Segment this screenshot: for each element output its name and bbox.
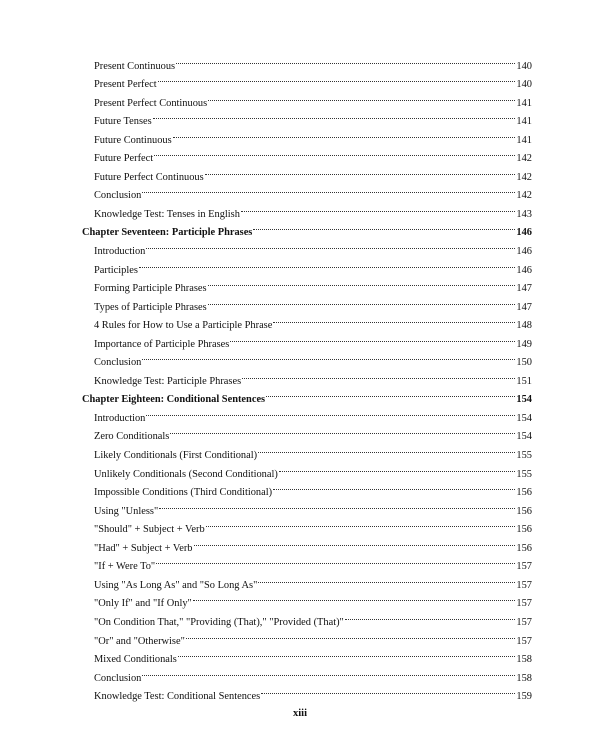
dot-leader <box>208 273 515 292</box>
toc-entry-title: Knowledge Test: Participle Phrases <box>94 375 242 387</box>
page-number: xiii <box>292 708 307 719</box>
toc-entry-page: 159 <box>516 691 532 703</box>
toc-entry-title: "Had" + Subject + Verb <box>94 542 193 554</box>
dot-leader <box>193 588 515 607</box>
toc-entry-title: Likely Conditionals (First Conditional) <box>94 450 258 462</box>
dot-leader <box>146 402 515 421</box>
toc-entry-title: Knowledge Test: Tenses in English <box>94 208 240 220</box>
toc-entry-page: 154 <box>516 431 532 443</box>
dot-leader <box>142 662 515 681</box>
dot-leader <box>153 106 515 125</box>
toc-entry-title: Conclusion <box>94 357 142 369</box>
toc-entry-page: 156 <box>516 487 532 499</box>
dot-leader <box>186 625 515 644</box>
dot-leader <box>173 124 515 143</box>
toc-entry-title: Zero Conditionals <box>94 431 170 443</box>
dot-leader <box>156 551 515 570</box>
toc-entry-page: 157 <box>516 635 532 647</box>
dot-leader <box>194 532 515 551</box>
toc-entry-title: Present Perfect Continuous <box>94 97 208 109</box>
toc-entry-title: Using "Unless" <box>94 505 159 517</box>
dot-leader <box>253 217 515 236</box>
toc-entry-title: Future Perfect Continuous <box>94 171 204 183</box>
toc-entry-page: 148 <box>516 320 532 332</box>
toc-entry-page: 156 <box>516 524 532 536</box>
dot-leader <box>345 606 515 625</box>
toc-entry-page: 150 <box>516 357 532 369</box>
toc-entry <box>82 235 532 258</box>
toc-entry-title: Participles <box>94 264 138 276</box>
dot-leader <box>159 495 515 514</box>
table-of-contents <box>82 50 532 703</box>
toc-entry <box>82 254 532 276</box>
toc-entry-title: "Only If" and "If Only" <box>94 598 192 610</box>
toc-entry-title: Chapter Seventeen: Participle Phrases <box>82 227 253 239</box>
toc-entry-page: 141 <box>516 116 532 128</box>
toc-entry-title: "Or" and "Otherwise" <box>94 635 185 647</box>
toc-entry-page: 154 <box>516 412 532 424</box>
toc-entry-page: 140 <box>516 79 532 91</box>
toc-entry-title: Using "As Long As" and "So Long As" <box>94 579 258 591</box>
toc-entry-page: 140 <box>516 60 532 72</box>
toc-entry-page: 154 <box>516 394 532 406</box>
toc-entry-title: Present Perfect <box>94 79 157 91</box>
toc-entry <box>82 50 532 72</box>
toc-entry <box>82 347 532 369</box>
toc-entry <box>82 662 532 684</box>
toc-entry-title: Future Tenses <box>94 116 152 128</box>
toc-entry-page: 156 <box>516 542 532 554</box>
dot-leader <box>139 254 515 273</box>
dot-leader <box>242 365 515 384</box>
dot-leader <box>241 198 515 217</box>
toc-entry-title: "Should" + Subject + Verb <box>94 524 205 536</box>
toc-entry <box>82 273 532 295</box>
toc-entry-page: 156 <box>516 505 532 517</box>
toc-entry-page: 155 <box>516 450 532 462</box>
toc-entry <box>82 421 532 443</box>
dot-leader <box>273 477 515 496</box>
toc-entry-title: "If + Were To" <box>94 561 156 573</box>
dot-leader <box>230 328 515 347</box>
toc-entry-title: Impossible Conditions (Third Conditional) <box>94 487 273 499</box>
toc-entry-page: 158 <box>516 654 532 666</box>
toc-entry-page: 157 <box>516 561 532 573</box>
toc-entry-page: 147 <box>516 283 532 295</box>
dot-leader <box>266 384 515 403</box>
toc-entry-title: Importance of Participle Phrases <box>94 338 230 350</box>
toc-entry-title: Present Continuous <box>94 60 176 72</box>
dot-leader <box>279 458 515 477</box>
dot-leader <box>273 310 515 329</box>
dot-leader <box>142 347 515 366</box>
toc-entry-page: 142 <box>516 171 532 183</box>
toc-entry <box>82 180 532 202</box>
toc-entry-title: Types of Participle Phrases <box>94 301 207 313</box>
toc-entry-title: Introduction <box>94 246 146 258</box>
toc-entry <box>82 681 532 703</box>
toc-entry-title: Introduction <box>94 412 146 424</box>
dot-leader <box>208 291 515 310</box>
toc-entry-page: 147 <box>516 301 532 313</box>
dot-leader <box>158 69 515 88</box>
toc-entry-page: 158 <box>516 672 532 684</box>
dot-leader <box>170 421 515 440</box>
dot-leader <box>142 180 515 199</box>
toc-entry-title: Knowledge Test: Conditional Sentences <box>94 691 261 703</box>
toc-entry-title: Future Continuous <box>94 134 172 146</box>
toc-entry-title: Unlikely Conditionals (Second Conditional) <box>94 468 278 480</box>
toc-entry <box>82 402 532 424</box>
toc-entry-title: 4 Rules for How to Use a Participle Phrase <box>94 320 273 332</box>
toc-entry-page: 146 <box>516 227 532 239</box>
dot-leader <box>146 235 515 254</box>
toc-entry-title: Conclusion <box>94 190 142 202</box>
toc-entry-page: 141 <box>516 134 532 146</box>
toc-entry-page: 155 <box>516 468 532 480</box>
toc-entry-title: Conclusion <box>94 672 142 684</box>
toc-entry-page: 149 <box>516 338 532 350</box>
toc-entry-page: 151 <box>516 375 532 387</box>
toc-entry-page: 146 <box>516 246 532 258</box>
toc-entry-page: 146 <box>516 264 532 276</box>
dot-leader <box>205 161 515 180</box>
dot-leader <box>258 439 515 458</box>
dot-leader <box>206 514 515 533</box>
toc-entry-title: Future Perfect <box>94 153 154 165</box>
toc-entry-page: 157 <box>516 598 532 610</box>
dot-leader <box>261 681 515 700</box>
toc-entry-title: "On Condition That," "Providing (That)," "Provided (That)" <box>94 616 344 628</box>
toc-entry-page: 142 <box>516 153 532 165</box>
toc-entry-page: 142 <box>516 190 532 202</box>
toc-entry-page: 143 <box>516 208 532 220</box>
toc-entry-page: 157 <box>516 579 532 591</box>
dot-leader <box>208 87 515 106</box>
dot-leader <box>176 50 515 69</box>
dot-leader <box>178 644 515 663</box>
toc-entry-title: Forming Participle Phrases <box>94 283 207 295</box>
toc-entry-title: Mixed Conditionals <box>94 654 177 666</box>
dot-leader <box>258 569 515 588</box>
toc-entry-page: 157 <box>516 616 532 628</box>
toc-entry <box>82 198 532 220</box>
toc-entry-title: Chapter Eighteen: Conditional Sentences <box>82 394 266 406</box>
toc-entry <box>82 365 532 387</box>
toc-entry-page: 141 <box>516 97 532 109</box>
dot-leader <box>154 143 515 162</box>
